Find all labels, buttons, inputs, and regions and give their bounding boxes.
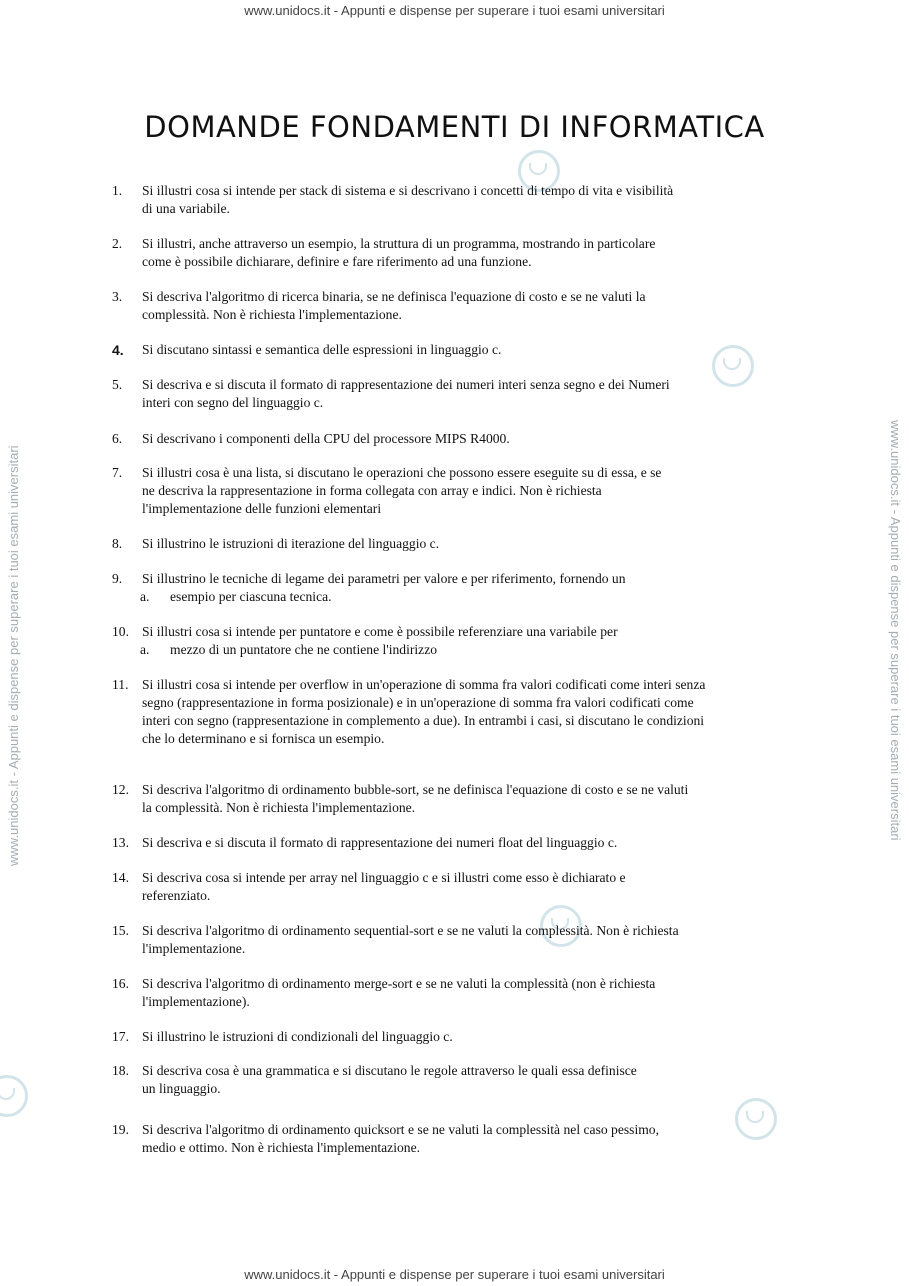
sub-item-label: a. — [140, 642, 150, 657]
question-item — [112, 1121, 677, 1157]
question-number: 1. — [112, 183, 123, 198]
question-text: Si descriva l'algoritmo di ordinamento quicksort e se ne valuti la complessità nel caso pessimo, medio e ottimo. Non è richiesta l'implementazione. — [142, 1122, 660, 1155]
question-item — [112, 922, 697, 958]
question-item — [112, 1028, 702, 1046]
question-text: Si descriva cosa si intende per array nel linguaggio c e si illustri come esso è dichiarato e referenziato. — [142, 870, 626, 903]
question-item — [112, 235, 657, 271]
left-watermark-banner: www.unidocs.it - Appunti e dispense per superare i tuoi esami universitari — [6, 445, 21, 866]
question-text: Si illustri cosa si intende per puntatore e come è possibile referenziare una variabile per — [142, 624, 618, 639]
question-item — [112, 288, 697, 324]
question-number: 5. — [112, 377, 123, 392]
question-number: 8. — [112, 536, 123, 551]
question-text: Si discutano sintassi e semantica delle espressioni in linguaggio c. — [142, 342, 502, 357]
question-item — [112, 430, 702, 448]
question-text: Si descriva l'algoritmo di ordinamento sequential-sort e se ne valuti la complessità. Non è richiesta l'implementazione. — [142, 923, 679, 956]
question-item — [112, 464, 672, 518]
question-text: Si descriva cosa è una grammatica e si discutano le regole attraverso le quali essa definisce un linguaggio. — [142, 1063, 637, 1096]
question-item — [112, 834, 712, 852]
sub-item-label: a. — [140, 589, 150, 604]
right-watermark-banner: www.unidocs.it - Appunti e dispense per superare i tuoi esami universitari — [888, 420, 903, 841]
question-text: Si descrivano i componenti della CPU del processore MIPS R4000. — [142, 431, 510, 446]
question-text: Si illustrino le istruzioni di condizionali del linguaggio c. — [142, 1029, 453, 1044]
question-number: 6. — [112, 431, 123, 446]
header-watermark-banner: www.unidocs.it - Appunti e dispense per superare i tuoi esami universitari — [244, 3, 665, 18]
watermark-logo-icon — [0, 1075, 28, 1117]
question-number: 10. — [112, 624, 129, 639]
question-text: Si illustri, anche attraverso un esempio, la struttura di un programma, mostrando in particolare come è possibile dichiarare, definire e fare riferimento ad una funzione. — [142, 236, 656, 269]
question-number: 12. — [112, 782, 129, 797]
question-number: 14. — [112, 870, 129, 885]
footer-watermark-banner: www.unidocs.it - Appunti e dispense per superare i tuoi esami universitari — [244, 1267, 665, 1282]
question-text: Si descriva l'algoritmo di ricerca binaria, se ne definisca l'equazione di costo e se ne valuti la complessità. Non è richiesta l'implementazione. — [142, 289, 646, 322]
question-item — [112, 570, 712, 606]
question-number: 7. — [112, 465, 123, 480]
question-item — [112, 676, 707, 748]
question-number: 2. — [112, 236, 123, 251]
question-item — [112, 376, 692, 412]
watermark-logo-icon — [735, 1098, 777, 1140]
question-item — [112, 1062, 652, 1098]
question-text: Si illustri cosa si intende per overflow in un'operazione di somma fra valori codificati come interi senza segno (rappresentazione in forma posizionale) e in un'operazione di somma fra valori codificati come interi con segno (rappresentazione in complemento a due). In entrambi i casi, si discutano le condizioni che lo determinano e si fornisca un esempio. — [142, 677, 706, 746]
question-number: 17. — [112, 1029, 129, 1044]
question-item — [112, 975, 697, 1011]
question-item — [112, 341, 702, 359]
question-number: 19. — [112, 1122, 129, 1137]
question-text: Si illustri cosa è una lista, si discutano le operazioni che possono essere eseguite su di essa, e se ne descriva la rappresentazione in forma collegata con array e indici. Non è richiesta l'implementazione delle funzioni elementari — [142, 465, 662, 516]
question-item — [112, 535, 702, 553]
question-number: 16. — [112, 976, 129, 991]
question-text: Si descriva e si discuta il formato di rappresentazione dei numeri interi senza segno e dei Numeri interi con segno del linguaggio c. — [142, 377, 670, 410]
question-text: Si descriva l'algoritmo di ordinamento merge-sort e se ne valuti la complessità (non è richiesta l'implementazione). — [142, 976, 656, 1009]
document-title: DOMANDE FONDAMENTI DI INFORMATICA — [144, 110, 765, 144]
question-number: 11. — [112, 677, 129, 692]
question-item — [112, 869, 697, 905]
question-text: Si descriva l'algoritmo di ordinamento bubble-sort, se ne definisca l'equazione di costo e se ne valuti la complessità. Non è richiesta l'implementazione. — [142, 782, 689, 815]
question-text: Si illustrino le tecniche di legame dei parametri per valore e per riferimento, fornendo un — [142, 571, 626, 586]
question-text: Si illustrino le istruzioni di iterazione del linguaggio c. — [142, 536, 440, 551]
question-number: 3. — [112, 289, 123, 304]
question-item — [112, 182, 682, 218]
question-number: 4. — [112, 342, 124, 358]
question-number: 13. — [112, 835, 129, 850]
question-number: 15. — [112, 923, 129, 938]
question-text: Si descriva e si discuta il formato di rappresentazione dei numeri float del linguaggio c. — [142, 835, 618, 850]
sub-item-text: esempio per ciascuna tecnica. — [170, 589, 332, 604]
sub-item-text: mezzo di un puntatore che ne contiene l'indirizzo — [170, 642, 438, 657]
question-item — [112, 781, 692, 817]
question-item — [112, 623, 712, 659]
question-number: 9. — [112, 571, 123, 586]
question-number: 18. — [112, 1063, 129, 1078]
question-text: Si illustri cosa si intende per stack di sistema e si descrivano i concetti di tempo di vita e visibilità di una variabile. — [142, 183, 674, 216]
watermark-logo-icon — [712, 345, 754, 387]
